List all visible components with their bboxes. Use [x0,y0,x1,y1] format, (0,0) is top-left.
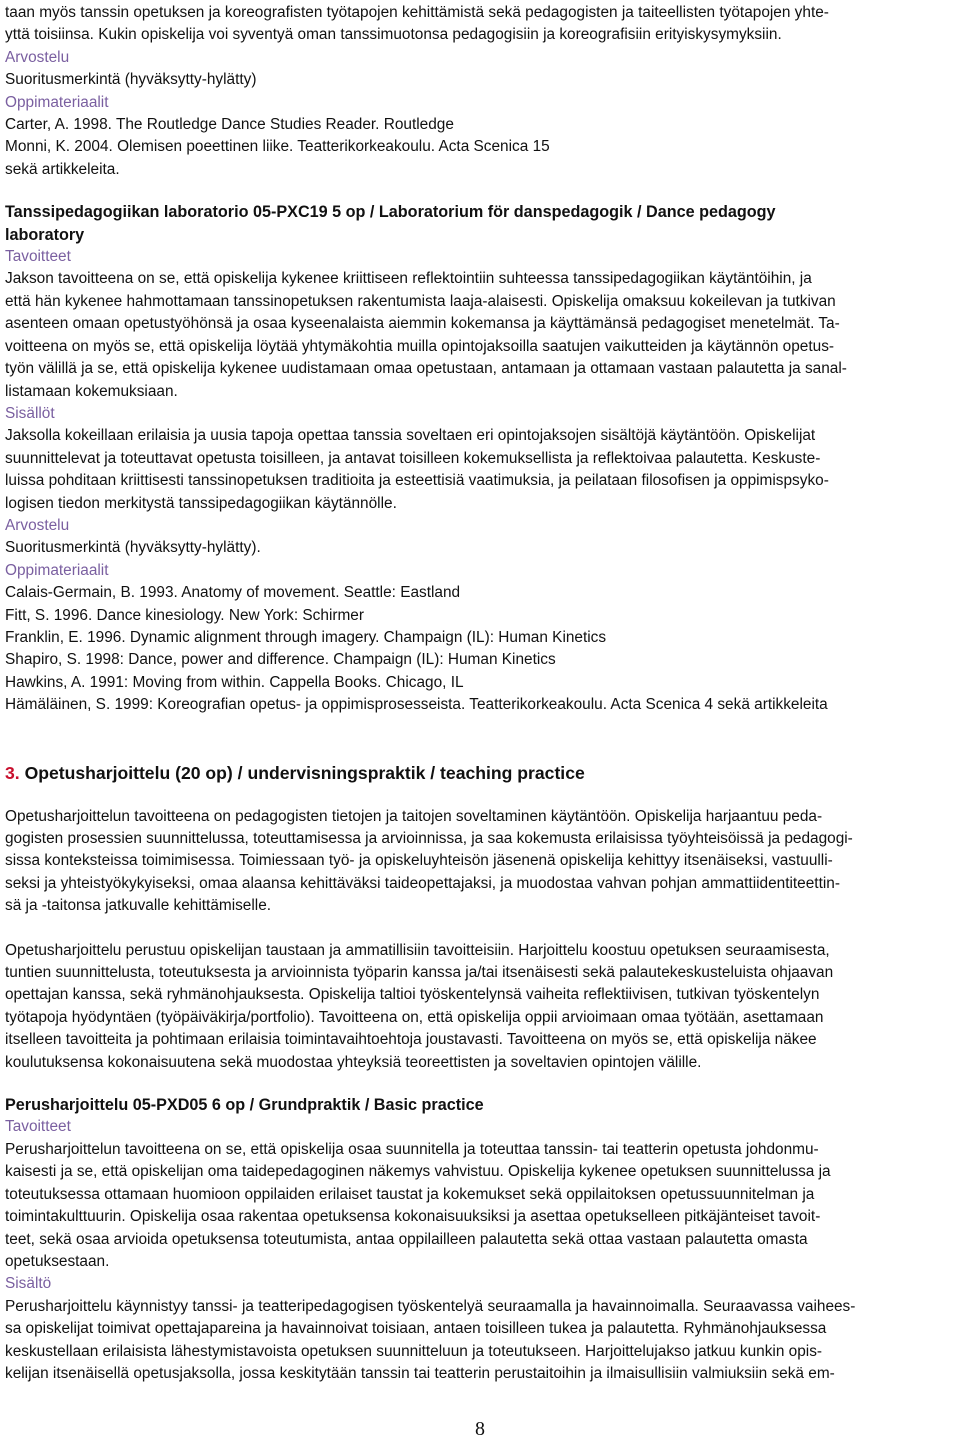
section-heading [5,761,955,785]
text-line: Perusharjoittelun tavoitteena on se, että opiskelija osaa suunnitella ja toteuttaa tanssin- tai teatterin opetusta johdonmu- [5,1140,819,1158]
text-line: työtapoja hyödyntäen (työpäiväkirja/portfolio). Tavoitteena on, että opiskelija oppii arvioimaan omaa työtään, asettamaan [5,1008,824,1026]
section-number: 3. [5,762,20,783]
text-line: Opetusharjoittelu perustuu opiskelijan taustaan ja ammatillisiin tavoitteisiin. Harjoittelu koostuu opetuksen seuraamisesta, [5,941,830,959]
materials-list [5,114,955,181]
text-line: voitteena on myös se, että opiskelija löytää yhtymäkohtia muilla opintojaksoilla saatujen vaikutteiden ja käytännön opetus- [5,337,835,355]
material-item: Shapiro, S. 1998: Dance, power and difference. Champaign (IL): Human Kinetics [5,651,556,669]
material-item: Calais-Germain, B. 1993. Anatomy of movement. Seattle: Eastland [5,584,461,602]
material-item: Carter, A. 1998. The Routledge Dance Studies Reader. Routledge [5,116,454,134]
text-line: Opetusharjoittelun tavoitteena on pedagogisten tietojen ja taitojen soveltaminen käytäntöön. Opiskelija harjaantuu peda- [5,807,823,825]
text-line: sissa konteksteissa toimimisessa. Toimiessaan työ- ja opiskeluyhteisön jäsenenä opiskelija kehittyy itsenäiseksi, vastuulli- [5,852,833,870]
text-line: että hän kykenee hahmottamaan tanssinopetuksen rakentumista laaja-alaisesti. Opiskelija omaksuu kokeilevan ja tutkivan [5,292,836,310]
course-title [5,1094,955,1116]
page-number: 8 [475,1418,485,1440]
material-item: Hawkins, A. 1991: Moving from within. Cappella Books. Chicago, IL [5,673,464,691]
section-paragraph [5,806,955,918]
material-item: Monni, K. 2004. Olemisen poeettinen liike. Teatterikorkeakoulu. Acta Scenica 15 [5,138,550,156]
text-line: yttä toisiinsa. Kukin opiskelija voi syventyä oman tanssimuotonsa pedagogisiin ja koreografisiin erityiskysymyksiin. [5,26,782,44]
text-line: listamaan kokemuksiaan. [5,382,178,400]
arvostelu-text: Suoritusmerkintä (hyväksytty-hylätty). [5,539,261,557]
text-line: seksi ja yhteistyökykyiseksi, omaa alaansa kehittäväksi taideopettajaksi, ja muodostaa vahvan pohjan ammattiidentiteettin- [5,874,840,892]
text-line: työn välillä ja se, että opiskelija kykenee uudistamaan omaa opetustaan, antamaan ja ottamaan vastaan palautetta ja sanal- [5,360,847,378]
text-line: itselleen tavoitteita ja pohtimaan erilaisia toimintavaihtoehtoja joustavasti. Tavoitteena on myös se, että opiskelija näkee [5,1031,817,1049]
section-title: Opetusharjoittelu (20 op) / undervisningspraktik / teaching practice [24,762,585,783]
material-item: Hämäläinen, S. 1999: Koreografian opetus- ja oppimisprosesseista. Teatterikorkeakoulu. Acta Scenica 4 sekä artikkeleita [5,696,828,714]
text-line: suunnittelevat ja toteuttavat opetusta toisilleen, ja antavat toisilleen kokemuksellista ja reflektoivaa palautetta. Keskuste- [5,449,821,467]
materials-list [5,582,955,716]
text-line: asenteen omaan opetustyöhönsä ja osaa kyseenalaista aiemmin kokemansa ja käyttämänsä pedagogiset menetelmät. Ta- [5,315,840,333]
material-item: Fitt, S. 1996. Dance kinesiology. New York: Schirmer [5,606,364,624]
materials-label: Oppimateriaalit [5,93,109,111]
text-line: Jaksolla kokeillaan erilaisia ja uusia tapoja opettaa tanssia soveltaen eri opintojaksojen sisältöjä käytäntöön. Opiskelijat [5,427,816,445]
text-line: sa opiskelijat toimivat opettajapareina ja havainnoivat toisiaan, antaen toisilleen tukea ja palautetta. Ryhmänohjauksessa [5,1320,827,1338]
text-line: tuntien suunnittelusta, toteutuksesta ja arvioinnista työparin kanssa ja/tai itsenäisesti sekä palautekeskusteluista ohjaavan [5,964,834,982]
course-title-line: Perusharjoittelu 05-PXD05 6 op / Grundpraktik / Basic practice [5,1096,484,1115]
section-paragraph [5,940,955,1074]
text-line: teet, sekä osaa arvioida opetuksensa toteutumista, antaa oppilailleen palautetta sekä ottaa vastaan palautetta omasta [5,1230,808,1248]
text-line: gogisten prosessien suunnittelussa, toteuttamisessa ja arvioinnissa, ja saa kokemusta erilaisissa työyhteisöissä ja pedagogi- [5,830,853,847]
content-label: Sisältö [5,1275,52,1293]
goals-label: Tavoitteet [5,1118,71,1136]
arvostelu-label: Arvostelu [5,48,70,66]
text-line: Jakson tavoitteena on se, että opiskelija kykenee kriittiseen reflektointiin suhteessa tanssipedagogiikan käytäntöihin, ja [5,270,812,288]
material-item: Franklin, E. 1996. Dynamic alignment through imagery. Champaign (IL): Human Kinetics [5,628,607,646]
content-paragraph [5,425,955,515]
text-line: logisen tiedon merkitystä tanssipedagogiikan käytännölle. [5,494,397,512]
text-line: keskustellaan erilaisista lähestymistavoista opetuksen suunnitteluun ja toteutukseen. Harjoittelujakso jatkuu kunkin opis- [5,1342,823,1360]
text-line: toimintakulttuurin. Opiskelija osaa rakentaa opetuksensa kokonaisuuksiksi ja asettaa opetukselleen pitkäjänteiset tavoit- [5,1208,821,1226]
material-item: sekä artikkeleita. [5,160,120,178]
course-title [5,201,955,246]
text-line: Perusharjoittelu käynnistyy tanssi- ja teatteripedagogisen työskentelyä seuraamalla ja havainnoimalla. Seuraavassa vaihees- [5,1297,856,1315]
text-line: toteutuksessa ottamaan huomioon oppilaiden erilaiset taustat ja kokemukset sekä oppilaitoksen opetussuunnitelman ja [5,1185,815,1203]
course-title-line: Tanssipedagogiikan laboratorio 05-PXC19 5 op / Laboratorium för danspedagogik / Dance pedagogy [5,203,776,222]
text-line: kelijan itsenäisellä opetusjaksolla, jossa keskitytään tanssin tai teatterin perustaitoihin ja ilmaisullisiin valmiuksiin sekä em- [5,1364,835,1382]
content-paragraph [5,1296,955,1386]
document-page [5,2,955,1385]
goals-paragraph [5,268,955,402]
text-line: kaisesti ja se, että opiskelijan oma taidepedagoginen näkemys vahvistuu. Opiskelija kykenee opetuksen suunnittelussa ja [5,1163,831,1181]
text-line: sä ja -taitonsa jatkuvalle kehittämiselle. [5,897,272,915]
goals-label: Tavoitteet [5,248,71,266]
content-label: Sisällöt [5,404,55,422]
text-line: luissa pohditaan kriittisesti tanssinopetuksen traditioita ja esteettisiä vaatimuksia, ja peilataan filosofisen ja oppimispsyko- [5,472,829,490]
intro-paragraph [5,2,955,47]
text-line: opetuksestaan. [5,1252,110,1270]
text-line: taan myös tanssin opetuksen ja koreografisten työtapojen kehittämistä sekä pedagogisten ja taiteellisten työtapojen yhte- [5,4,829,21]
materials-label: Oppimateriaalit [5,561,109,579]
arvostelu-label: Arvostelu [5,516,70,534]
arvostelu-text: Suoritusmerkintä (hyväksytty-hylätty) [5,71,257,89]
goals-paragraph [5,1139,955,1273]
text-line: koulutuksensa kokonaisuutena sekä muodostaa yhteyksiä teoreettisten ja soveltavien opintojen välille. [5,1053,702,1071]
text-line: opettajan kanssa, sekä ryhmänohjauksesta. Opiskelija taltioi työskentelynsä vaiheita reflektiivisen, tutkivan työskentelyn [5,986,820,1004]
course-title-line: laboratory [5,225,85,244]
